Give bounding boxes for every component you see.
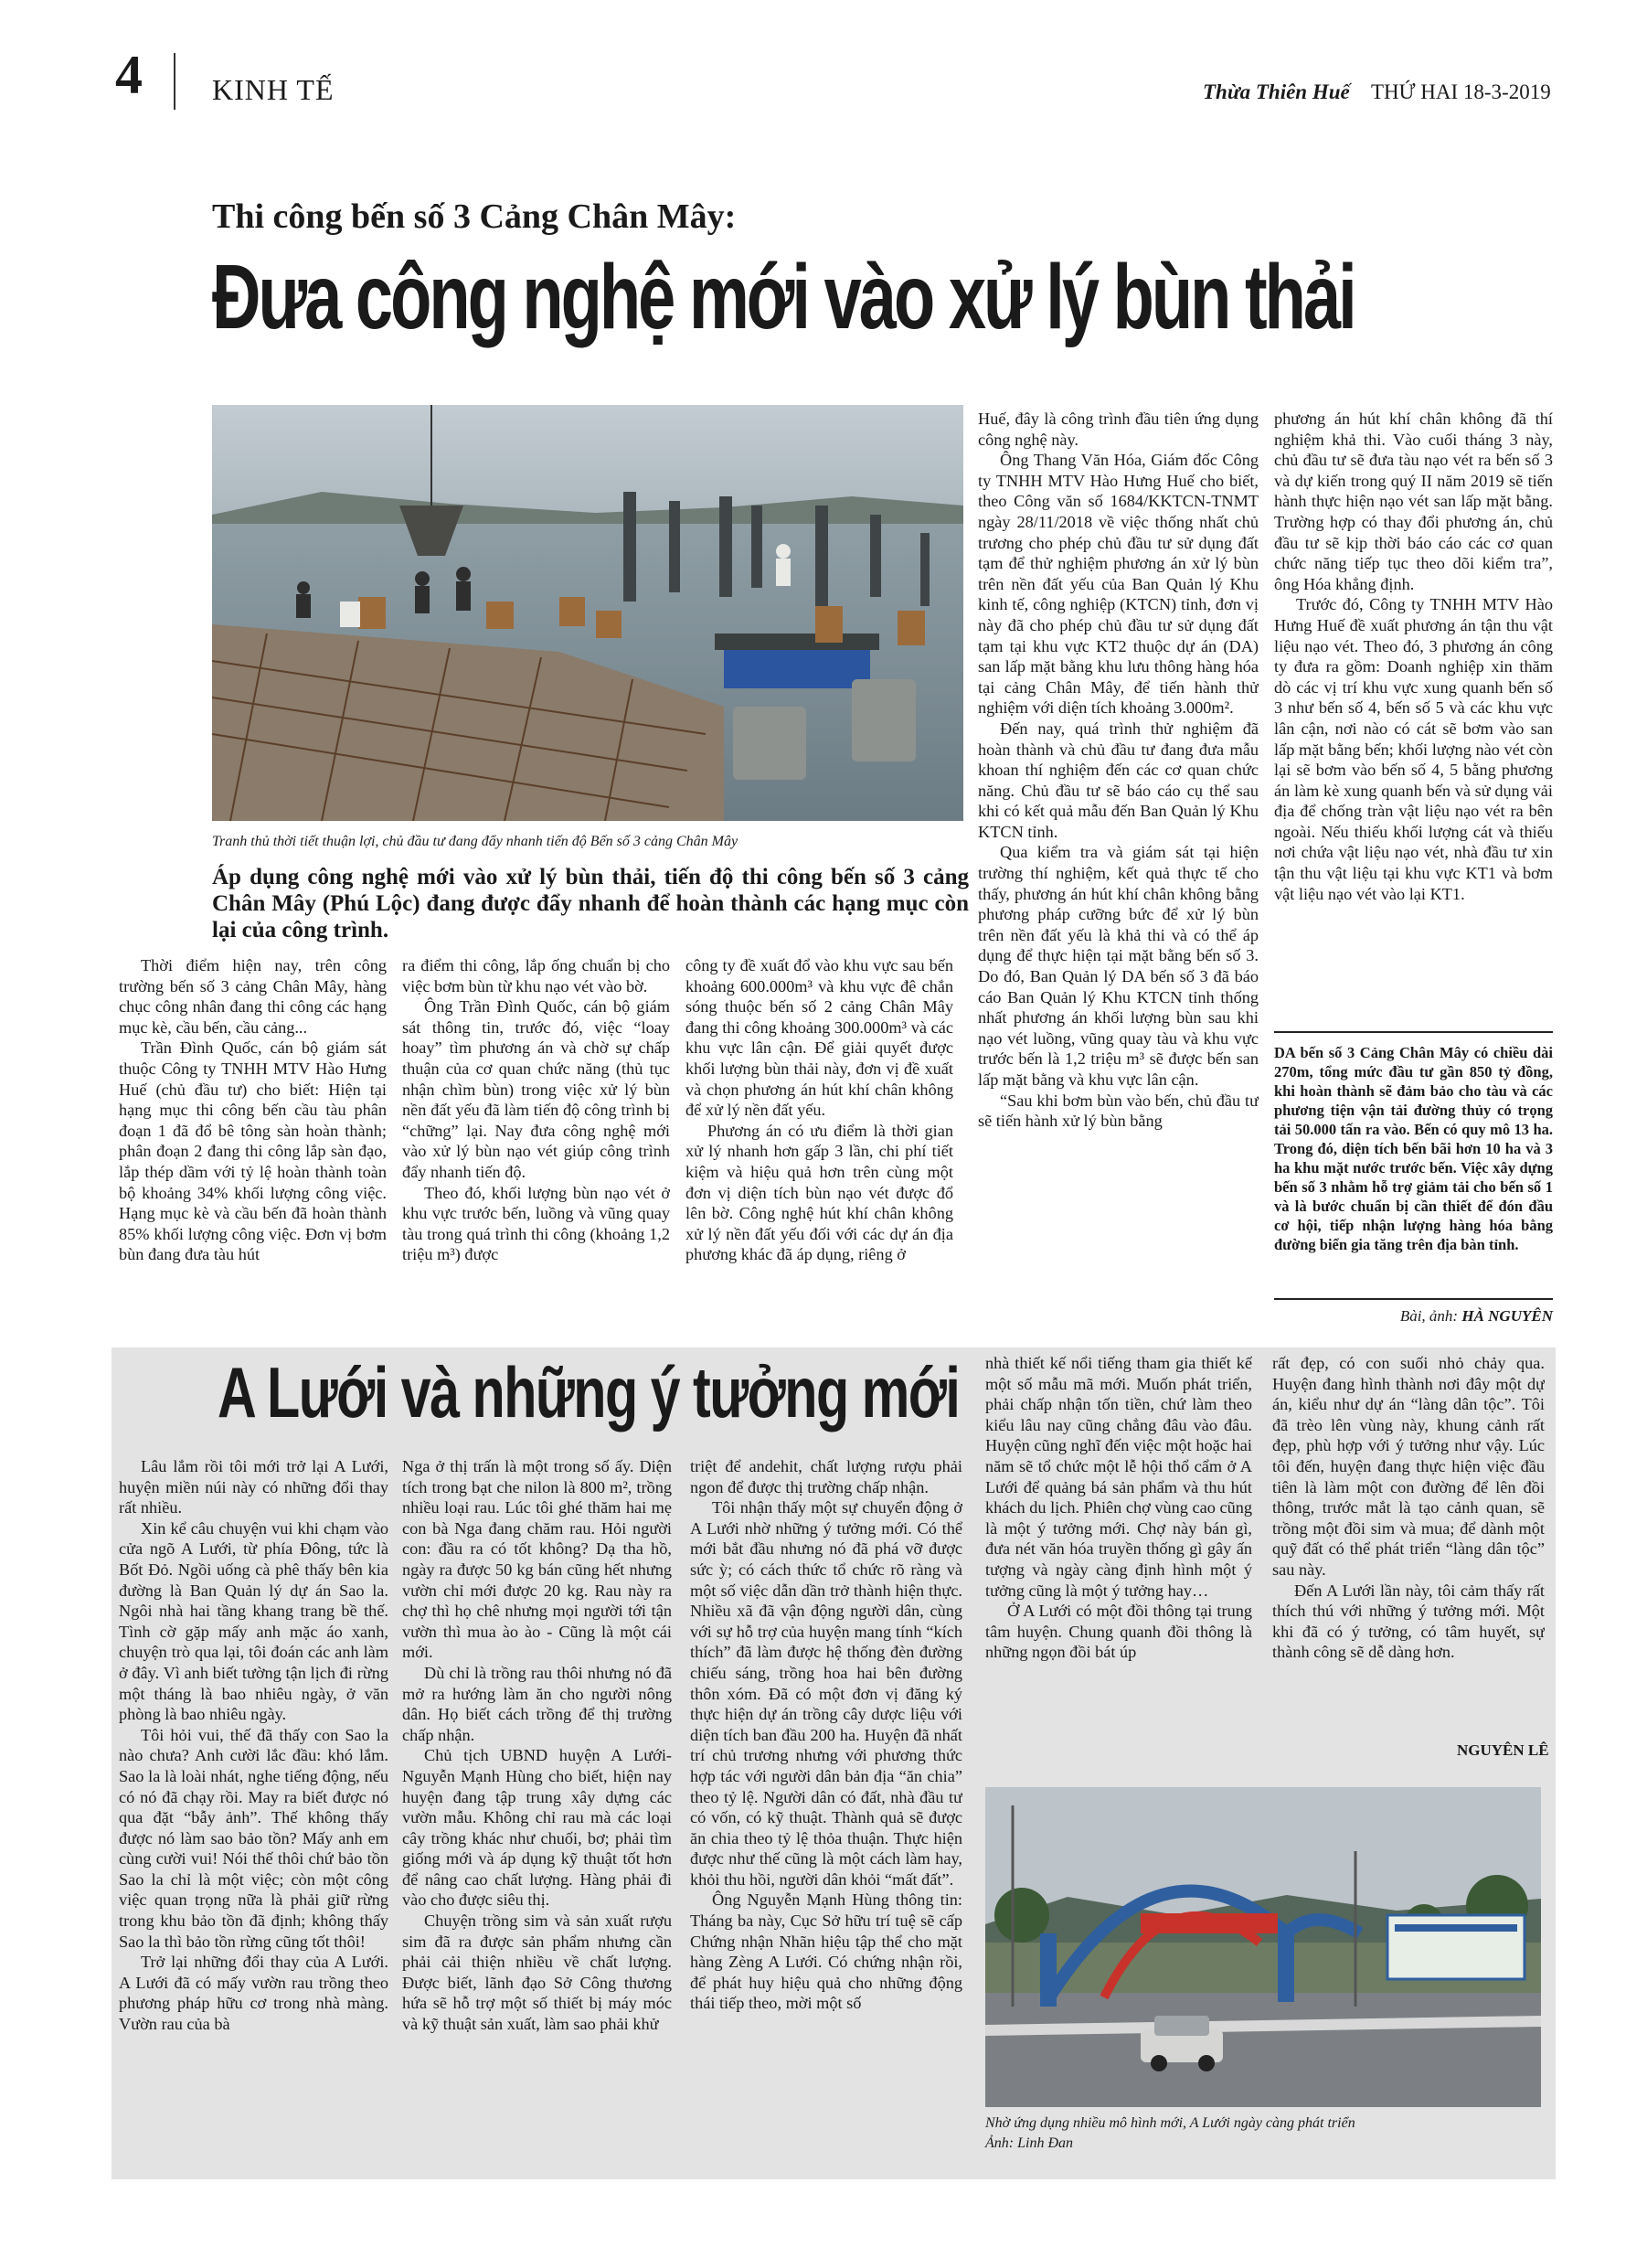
article1-column-1 — [119, 955, 387, 1321]
article2-author: NGUYÊN LÊ — [1457, 1741, 1549, 1759]
article1-headline: Đưa công nghệ mới vào xử lý bùn thải — [212, 246, 1355, 348]
article2-column-2 — [402, 1456, 672, 2178]
paragraph: Lâu lắm rồi tôi mới trở lại A Lưới, huyện miền núi này có những đổi thay rất nhiều. — [119, 1457, 388, 1517]
paragraph: Trước đó, Công ty TNHH MTV Hào Hưng Huế đề xuất phương án tận thu vật liệu nạo vét. Theo đó, 3 phương án công ty đưa ra gồm: Doanh nghiệp xin thăm dò các vị trí khu vực xung quanh bến số 3 như bến số 4, bến số 5 và các khu vực lân cận, nơi nào có cát sẽ bơm vào san lấp mặt bằng bến; khối lượng nào vét còn lại sẽ bơm vào bến số 4, 5 bằng phương án làm kè xung quanh bến và sử dụng vải địa để chống tràn vật liệu nạo vét ra bên ngoài. Nếu thiếu khối lượng cát và thiếu nơi chứa vật liệu nạo vét, nhà đầu tư xin tận thu vật liệu tại khu vực KT1 và bơm vật liệu nạo vét vào lại KT1. — [1274, 595, 1553, 903]
article2-column-1 — [119, 1456, 388, 2178]
paragraph: Theo đó, khối lượng bùn nạo vét ở khu vực trước bến, luồng và vũng quay tàu trong quá trình thi công (khoảng 1,2 triệu m³) được — [402, 1183, 670, 1264]
paragraph: Đến nay, quá trình thử nghiệm đã hoàn thành và chủ đầu tư đang đưa mẫu khoan thí nghiệm đến các cơ quan chức năng. Chủ đầu tư sẽ báo cáo cụ thể sau khi có kết quả mẫu đến Ban Quản lý Khu KTCN tỉnh. — [978, 719, 1259, 841]
a-luoi-gate-illustration — [985, 1787, 1541, 2107]
paragraph: Tôi hỏi vui, thế đã thấy con Sao la nào chưa? Anh cười lắc đầu: khó lắm. Sao la là loài nhát, nghe tiếng động, nếu có nó đã chạy rồi. May ra biết được nó qua đặt “bẫy ảnh”. Thế không thấy được nó làm sao bảo tồn? Mấy anh em cùng cười vui! Nói thế thôi chứ bảo tồn Sao la chỉ là một việc; còn một công việc quan trọng nữa là phải giữ rừng trong khu bảo tồn đã định; không thấy Sao la thì bảo tồn rừng cũng tốt thôi! — [119, 1725, 388, 1951]
article1-byline — [1274, 1307, 1553, 1326]
boxed-note: DA bến số 3 Cảng Chân Mây có chiều dài 270m, tổng mức đầu tư gần 850 tỷ đồng, khi hoàn thành sẽ đảm bảo cho tàu và các phương tiện vận tải đường thủy có trọng tải 50.000 tấn ra vào. Bến có quy mô 13 ha. Trong đó, diện tích bến bãi hơn 10 ha và 3 ha khu mặt nước trước bến. Việc xây dựng bến số 3 nhằm hỗ trợ giảm tải cho bến số 1 và là bước chuẩn bị cần thiết để đón đầu cơ hội, tiếp nhận lượng hàng hóa bằng đường biển gia tăng trên địa bàn tỉnh. — [1274, 1044, 1553, 1253]
paragraph: Qua kiểm tra và giám sát tại hiện trường thí nghiệm, kết quả thực tế cho thấy, phương án hút khí chân không bằng phương pháp cưỡng bức để xử lý bùn trên nền đất yếu là khả thi và có thể áp dụng để thực hiện tại mặt bằng bến số 3. Do đó, Ban Quản lý DA bến số 3 đã báo cáo Ban Quản lý Khu KTCN tỉnh thống nhất phương án khối lượng bùn sau khi nạo vét luồng, vũng quay tàu và khu vực trước bến là 1,2 triệu m³ sẽ được bến san lấp mặt bằng và khu vực lân cận. — [978, 843, 1259, 1089]
paragraph: triệt để andehit, chất lượng rượu phải ngon để được thị trường chấp nhận. — [690, 1457, 962, 1496]
photo1-caption: Tranh thủ thời tiết thuận lợi, chủ đầu tư đang đẩy nhanh tiến độ Bến số 3 cảng Chân Mây — [212, 834, 738, 849]
construction-photo-illustration — [212, 405, 963, 821]
paragraph: Dù chỉ là trồng rau thôi nhưng nó đã mở ra hướng làm ăn cho người nông dân. Họ biết cách trồng để thị trường chấp nhận. — [402, 1663, 672, 1744]
paragraph: Trở lại những đổi thay của A Lưới. A Lưới đã có mấy vườn rau trồng theo phương pháp hữu cơ trong nhà màng. Vườn rau của bà — [119, 1953, 388, 2034]
article1-column-4 — [978, 409, 1259, 1321]
article1-lead: Áp dụng công nghệ mới vào xử lý bùn thải, tiến độ thi công bến số 3 cảng Chân Mây (Phú Lộc) đang được đẩy nhanh để hoàn thành các hạng mục còn lại của công trình. — [212, 865, 969, 942]
paragraph: ra điểm thi công, lắp ống chuẩn bị cho việc bơm bùn từ khu nạo vét vào bờ. — [402, 956, 670, 996]
photo2-credit: Ảnh: Linh Đan — [985, 2135, 1073, 2151]
paragraph: Xin kể câu chuyện vui khi chạm vào cửa ngõ A Lưới, từ phía Đông, tức là Bốt Đỏ. Ngồi uống cà phê thấy bên kia đường là Ban Quản lý dự án Sao la. Ngôi nhà hai tầng khang trang bề thế. Tình cờ gặp mấy anh mặc áo xanh, chuyện trò qua lại, tôi đoán các anh làm ở đây. Vì anh biết tường tận lịch đi rừng một tháng là bao nhiêu ngày, ở văn phòng là bao nhiêu ngày. — [119, 1518, 388, 1724]
a-luoi-gate-photo — [985, 1787, 1541, 2107]
paragraph: Nga ở thị trấn là một trong số ấy. Diện tích trong bạt che nilon là 800 m², trồng nhiều loại rau. Lúc tôi ghé thăm hai mẹ con bà Nga đang chăm rau. Hỏi người con: đầu ra có tốt không? Dạ tha hồ, ngày ra được 50 kg bán cũng hết nhưng vườn chỉ mới được 20 kg. Rau này ra chợ thì họ chê nhưng mọi người tới tận vườn thì mua ào ào - Cũng là một cái mới. — [402, 1457, 672, 1662]
paper-name: Thừa Thiên Huế — [1203, 80, 1350, 103]
boxed-note-bottom-rule — [1274, 1298, 1553, 1300]
paragraph: Phương án có ưu điểm là thời gian xử lý nhanh hơn gấp 3 lần, chi phí tiết kiệm và hiệu quả hơn trên cùng một đơn vị diện tích bùn nạo vét được đổ lên bờ. Công nghệ hút khí chân không xử lý nền đất yếu đối với các dự án địa phương khác đã áp dụng, riêng ở — [685, 1121, 953, 1264]
paragraph: Thời điểm hiện nay, trên công trường bến số 3 cảng Chân Mây, hàng chục công nhân đang thi công các hạng mục kè, cầu bến, cầu cảng... — [119, 956, 387, 1037]
paragraph: rất đẹp, có con suối nhỏ chảy qua. Huyện đang hình thành nơi đây một dự án, kiểu như dự án “làng dân tộc”. Tôi đã trèo lên vùng này, khung cảnh rất đẹp, phù hợp với ý tưởng như vậy. Lúc tôi đến, huyện đang thực hiện việc đầu tiên là làm một con đường để lên đồi thông, trước mắt là tạo cảnh quan, sẽ trồng một đồi sim và mua; để dành một quỹ đất có thể phát triển “làng dân tộc” sau này. — [1272, 1354, 1545, 1579]
article1-column-3 — [685, 955, 953, 1321]
article2-column-5 — [1272, 1353, 1545, 1737]
paragraph: Ở A Lưới có một đồi thông tại trung tâm huyện. Chung quanh đồi thông là những ngọn đồi bát úp — [985, 1602, 1252, 1662]
paragraph: Đến A Lưới lần này, tôi cảm thấy rất thích thú với những ý tưởng mới. Một khi đã có ý tưởng, có tâm huyết, sự thành công sẽ dễ dàng hơn. — [1272, 1581, 1545, 1662]
article2-column-3 — [690, 1456, 962, 2178]
paragraph: Chuyện trồng sim và sản xuất rượu sim đã ra được sản phẩm nhưng cần phải cải thiện nhiều về chất lượng. Được biết, lãnh đạo Sở Công thương hứa sẽ hỗ trợ một số thiết bị máy móc và kỹ thuật sản xuất, làm sao phải khử — [402, 1911, 672, 2034]
boxed-note-top-rule — [1274, 1031, 1553, 1033]
paragraph: Trần Đình Quốc, cán bộ giám sát thuộc Công ty TNHH MTV Hào Hưng Huế (chủ đầu tư) cho biết: Hiện tại hạng mục thi công bến cầu tàu phân đoạn 1 đã đổ bê tông sàn hoàn thành; phân đoạn 2 đang thi công lắp sàn đạo, lắp thép dầm với tỷ lệ hoàn thành toàn bộ khoảng 34% khối lượng công việc. Hạng mục kè và cầu bến đã hoàn thành 85% khối lượng công việc. Đơn vị bơm bùn đang đưa tàu hút — [119, 1038, 387, 1264]
paragraph: “Sau khi bơm bùn vào bến, chủ đầu tư sẽ tiến hành xử lý bùn bằng — [978, 1091, 1259, 1131]
photo2-caption — [985, 2114, 1541, 2154]
byline-label: Bài, ảnh: — [1399, 1307, 1459, 1325]
article1-column-2 — [402, 955, 670, 1321]
article1-column-5 — [1274, 409, 1553, 1023]
paragraph: nhà thiết kế nổi tiếng tham gia thiết kế một số mẫu mã mới. Muốn phát triển, phải chấp nhận tốn tiền, chứ làm theo kiểu lâu nay cũng chẳng đâu vào đâu. Huyện cũng nghĩ đến việc một hoặc hai năm sẽ tổ chức một lễ hội thổ cẩm ở A Lưới để quảng bá sản phẩm và thu hút khách du lịch. Phiên chợ vùng cao cũng là một ý tưởng mới. Chợ này bán gì, đưa nét văn hóa truyền thống gì gây ấn tượng và ngày càng định hình một ý tưởng cũng là một ý tưởng hay… — [985, 1354, 1252, 1600]
header-divider — [174, 53, 175, 110]
section-label: KINH TẾ — [212, 73, 335, 106]
construction-photo — [212, 405, 963, 821]
paragraph: phương án hút khí chân không đã thí nghiệm khả thi. Vào cuối tháng 3 này, chủ đầu tư sẽ đưa tàu nạo vét ra bến số 3 và dự kiến trong quý II năm 2019 sẽ tiến hành thực hiện nạo vét san lấp mặt bằng. Trường hợp có thay đổi phương án, chủ đầu tư sẽ kịp thời báo cáo các cơ quan chức năng tiếp tục theo dõi kiểm tra”, ông Hóa khẳng định. — [1274, 410, 1553, 593]
article2-headline: A Lưới và những ý tưởng mới — [218, 1352, 960, 1432]
page-number: 4 — [115, 45, 143, 105]
paragraph: Ông Nguyễn Mạnh Hùng thông tin: Tháng ba này, Cục Sở hữu trí tuệ sẽ cấp Chứng nhận Nhãn hiệu tập thể cho mặt hàng Zèng A Lưới. Có chứng nhận rồi, để phát huy hiệu quả cho những động thái tiếp theo, mời một số — [690, 1890, 962, 2013]
byline-name: HÀ NGUYÊN — [1461, 1307, 1553, 1325]
paragraph: công ty đề xuất đổ vào khu vực sau bến khoảng 600.000m³ và khu vực đê chắn sóng thuộc bến số 2 cảng Chân Mây đang thi công khoảng 300.000m³ và các khu vực lân cận. Để giải quyết được khối lượng bùn thải này, đơn vị đề xuất và chọn phương án hút khí chân không để xử lý nền đất yếu. — [685, 956, 953, 1120]
article2-column-4 — [985, 1353, 1252, 1741]
photo2-caption-text: Nhờ ứng dụng nhiều mô hình mới, A Lưới ngày càng phát triển — [985, 2115, 1355, 2131]
paragraph: Ông Thang Văn Hóa, Giám đốc Công ty TNHH MTV Hào Hưng Huế cho biết, theo Công văn số 1684/KKTCN-TNMT ngày 28/11/2018 về việc thống nhất chủ trương cho phép chủ đầu tư sử dụng đất tạm để thử nghiệm phương án xử lý bùn trên nền đất yếu của Ban Quản lý Khu kinh tế, công nghiệp (KTCN) tỉnh, đơn vị này đã cho phép chủ đầu tư sử dụng đất tạm tại khu vực KT2 thuộc dự án (DA) san lấp mặt bằng khu lưu thông hàng hóa tại cảng Chân Mây, để tiến hành thử nghiệm với diện tích khoảng 3.000m². — [978, 451, 1259, 718]
article1-kicker: Thi công bến số 3 Cảng Chân Mây: — [212, 197, 737, 236]
paragraph: Ông Trần Đình Quốc, cán bộ giám sát thông tin, trước đó, việc “loay hoay” tìm phương án và chờ sự chấp thuận của cơ quan chức năng (thủ tục nhận chìm bùn) trong việc xử lý bùn nền đất yếu đã làm tiến độ công trình bị “chững” lại. Nay đưa công nghệ mới vào xử lý bùn nạo vét giúp công trình đẩy nhanh tiến độ. — [402, 997, 670, 1181]
paragraph: Tôi nhận thấy một sự chuyển động ở A Lưới nhờ những ý tưởng mới. Có thể mới bắt đầu nhưng nó đã phá vỡ được sức ỳ; có cách thức tổ chức rõ ràng và một số việc dẫn dần trở thành hiện thực. Nhiều xã đã vận động người dân, cùng với sự hỗ trợ của huyện mang tính “kích thích” đã làm được hệ thống đèn đường chiếu sáng, trồng hoa hai bên đường thôn xóm. Đã có một đơn vị đăng ký thực hiện dự án trồng cây dược liệu với diện tích ban đầu 200 ha. Huyện đã nhất trí chủ trương nhưng với phương thức hợp tác với người dân bản địa “ăn chia” theo tỷ lệ. Người dân có đất, nhà đầu tư có vốn, có kỹ thuật. Thành quả sẽ được ăn chia theo tỷ lệ thỏa thuận. Thực hiện được như thế cũng là một cách làm hay, khỏi thu hồi, người dân khỏi “mất đất”. — [690, 1498, 962, 1889]
issue-date: THỨ HAI 18-3-2019 — [1371, 80, 1551, 103]
paragraph: Chủ tịch UBND huyện A Lưới- Nguyễn Mạnh Hùng cho biết, hiện nay huyện đang tập trung xây dựng các vườn mẫu. Không chỉ rau mà các loại cây trồng khác như chuối, bơ; phải tìm giống mới và áp dụng kỹ thuật tốt hơn để nâng cao chất lượng. Hàng phải đi vào cho được siêu thị. — [402, 1746, 672, 1910]
paragraph: Huế, đây là công trình đầu tiên ứng dụng công nghệ này. — [978, 410, 1259, 449]
